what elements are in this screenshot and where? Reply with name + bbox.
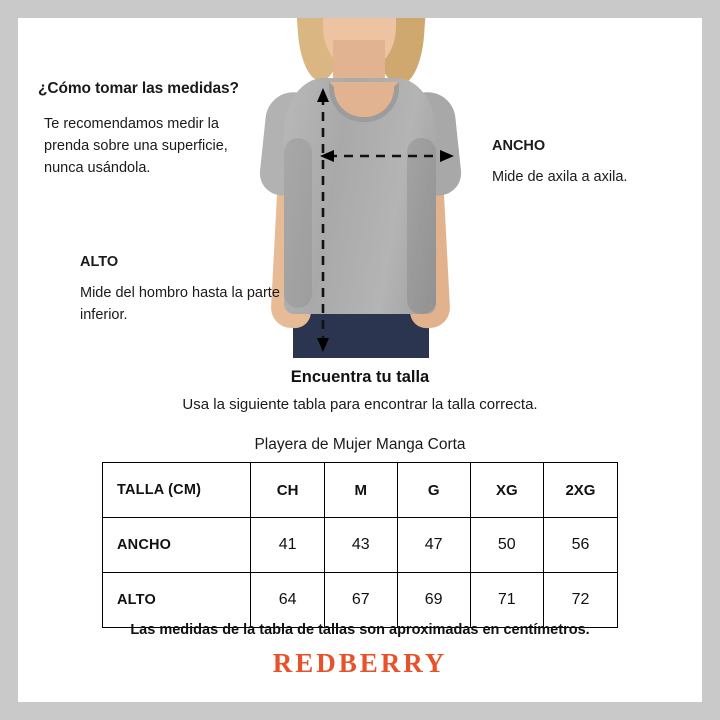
find-size-title: Encuentra tu talla (290, 368, 430, 386)
table-header-g: G (397, 463, 470, 518)
table-row-label-ancho: ANCHO (103, 518, 251, 573)
brand-logo (0, 648, 720, 679)
size-table-caption: Playera de Mujer Manga Corta (254, 436, 466, 453)
size-table (102, 462, 618, 628)
ancho-xg: 50 (470, 518, 543, 573)
ancho-g: 47 (397, 518, 470, 573)
measurement-note: Las medidas de la tabla de tallas son aproximadas en centímetros. (130, 622, 590, 638)
table-row (103, 518, 618, 573)
size-guide-card (18, 18, 702, 702)
ancho-m: 43 (324, 518, 397, 573)
ancho-ch: 41 (251, 518, 324, 573)
alto-2xg: 72 (543, 573, 617, 628)
table-row (103, 573, 618, 628)
howto-text: Te recomendamos medir la prenda sobre una superficie, nunca usándola. (44, 116, 228, 176)
alto-m: 67 (324, 573, 397, 628)
alto-xg: 71 (470, 573, 543, 628)
ancho-2xg: 56 (543, 518, 617, 573)
table-header-ch: CH (251, 463, 324, 518)
alto-description: Mide del hombro hasta la parte inferior. (80, 285, 280, 323)
measurement-illustration-section (18, 18, 702, 363)
alto-g: 69 (397, 573, 470, 628)
table-header-row (103, 463, 618, 518)
find-size-subtitle: Usa la siguiente tabla para encontrar la talla correcta. (182, 396, 538, 413)
ancho-description: Mide de axila a axila. (492, 169, 628, 185)
howto-title: ¿Cómo tomar las medidas? (38, 80, 239, 97)
alto-label: ALTO (80, 254, 119, 270)
ancho-label: ANCHO (492, 138, 546, 154)
table-header-talla: TALLA (CM) (103, 463, 251, 518)
table-row-label-alto: ALTO (103, 573, 251, 628)
brand-name: REDBERRY (272, 648, 448, 678)
table-header-2xg: 2XG (543, 463, 617, 518)
table-header-m: M (324, 463, 397, 518)
tshirt-shadow-left (284, 138, 312, 308)
tshirt-shadow-right (407, 138, 436, 314)
table-header-xg: XG (470, 463, 543, 518)
alto-ch: 64 (251, 573, 324, 628)
